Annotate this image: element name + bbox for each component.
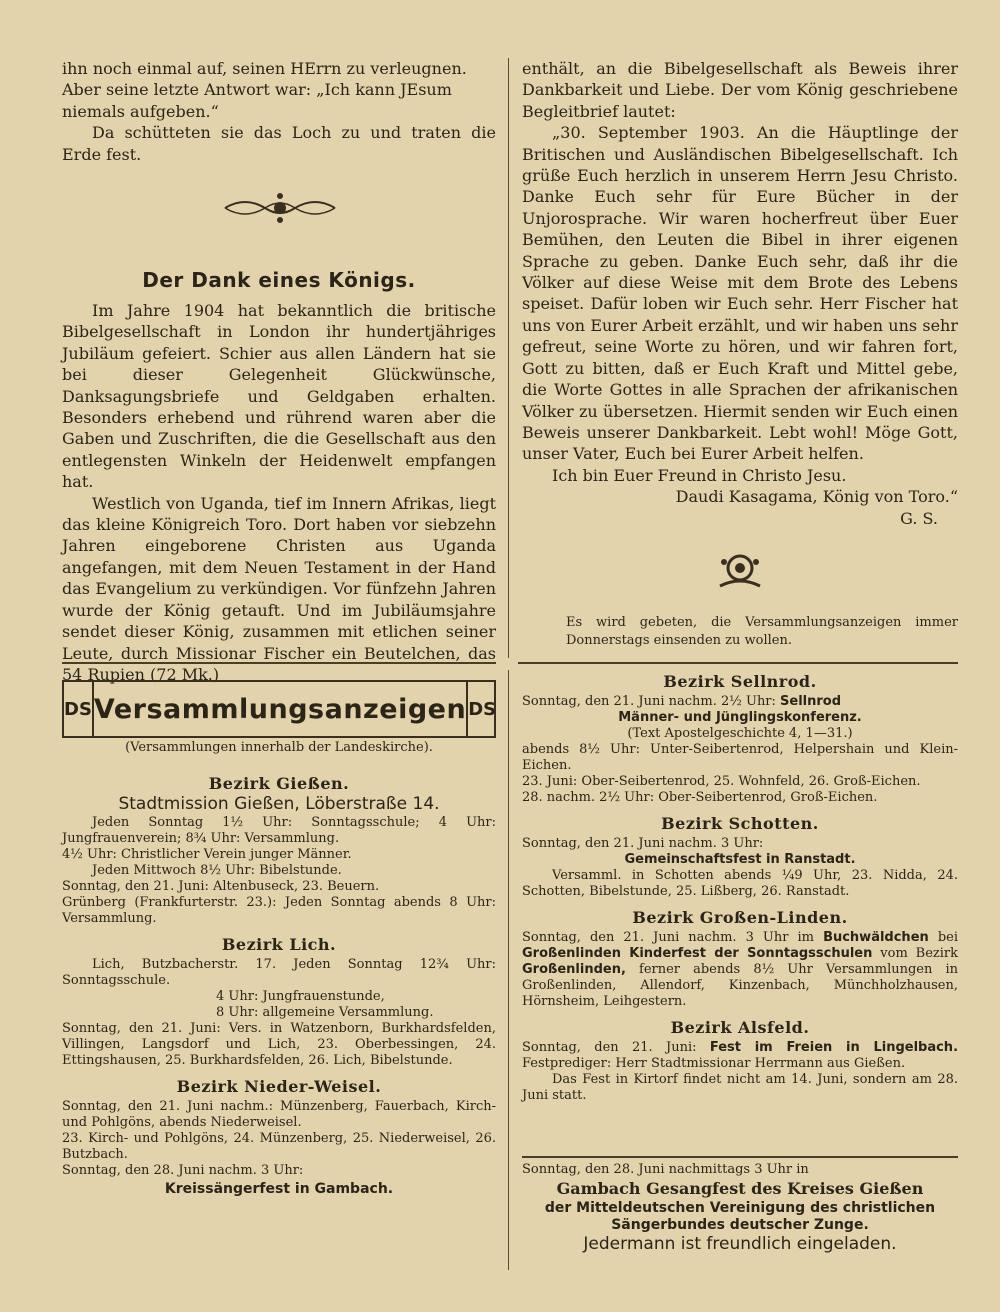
- article-body: [62, 300, 496, 685]
- gambach-ad: [522, 1162, 958, 1252]
- section-rule: [518, 662, 958, 664]
- event-title: Fest im Freien in Lingelbach.: [709, 1040, 959, 1055]
- event-title: Männer- und Jünglingskonferenz.: [618, 710, 862, 725]
- ad-line: Versamml. in Schotten abends ¼9 Uhr, 23. Nidda, 24. Schotten, Bibelstunde, 25. Lißberg, 26. Ranstadt.: [522, 868, 958, 899]
- district-heading: Bezirk Gießen.: [208, 774, 350, 793]
- district-heading: Bezirk Alsfeld.: [670, 1018, 810, 1037]
- author-initials: G. S.: [900, 508, 938, 528]
- ad-line: 23. Juni: Ober-Seibertenrod, 25. Wohnfeld, 26. Groß-Eichen.: [522, 774, 921, 789]
- right-ads-column: [522, 668, 958, 1104]
- emblem-icon: DS: [466, 682, 496, 736]
- ad-line: ferner abends 8½ Uhr Versammlungen in Großenlinden, Allendorf, Kinzenbach, Münchholzhausen, Hörnsheim, Leihgestern.: [522, 962, 958, 1009]
- district-heading: Bezirk Sellnrod.: [663, 672, 817, 691]
- ad-line: (Text Apostelgeschichte 4, 1—31.): [627, 726, 853, 741]
- district-heading: Bezirk Lich.: [221, 935, 337, 954]
- ad-line: 28. nachm. 2½ Uhr: Ober-Seibertenrod, Groß-Eichen.: [522, 790, 878, 805]
- letter-signature: Daudi Kasagama, König von Toro.“: [675, 487, 958, 507]
- event-subtitle: der Mitteldeutschen Vereinigung des christlichen Sängerbundes deutscher Zunge.: [544, 1200, 936, 1233]
- invitation-line: Jedermann ist freundlich eingeladen.: [583, 1234, 897, 1254]
- district-heading: Bezirk Großen-Linden.: [632, 908, 848, 927]
- ad-line: Sonntag, den 28. Juni nachm. 3 Uhr:: [62, 1163, 304, 1178]
- ad-line: Sonntag, den 28. Juni nachmittags 3 Uhr in: [522, 1162, 809, 1177]
- district-heading: Bezirk Schotten.: [661, 814, 819, 833]
- emblem-icon: DS: [64, 682, 94, 736]
- district-subheading: Stadtmission Gießen, Löberstraße 14.: [118, 794, 440, 814]
- ads-header-box: [62, 680, 496, 738]
- event-title: Gambach Gesangfest des Kreises Gießen: [556, 1179, 924, 1198]
- ornament-floral-icon: [700, 548, 780, 601]
- event-title: Gemeinschaftsfest in Ranstadt.: [624, 852, 856, 867]
- section-rule: [522, 1156, 958, 1158]
- text-line: Aber seine letzte Antwort war: „Ich kann JEsum: [62, 80, 452, 100]
- left-ads-column: [62, 770, 496, 1197]
- event-place: Buchwäldchen: [823, 930, 929, 945]
- article-body-continued: [522, 58, 958, 529]
- ad-line: 8 Uhr: allgemeine Versammlung.: [216, 1005, 434, 1020]
- ornament-flourish-icon: [220, 190, 340, 233]
- district-heading: Bezirk Nieder-Weisel.: [176, 1077, 382, 1096]
- ad-line: bei: [937, 930, 959, 945]
- ad-line: Sonntag, den 21. Juni nachm.: Münzenberg, Fauerbach, Kirch- und Pohlgöns, abends Niederweisel.: [62, 1099, 496, 1130]
- section-rule: [62, 662, 496, 664]
- ad-line: Sonntag, den 21. Juni:: [522, 1040, 697, 1055]
- text-paragraph: enthält, an die Bibelgesellschaft als Beweis ihrer Dankbarkeit und Liebe. Der vom König geschriebene Begleitbrief lautet:: [522, 59, 958, 121]
- event-place: Sellnrod: [780, 694, 842, 709]
- ad-line: Festprediger: Herr Stadtmissionar Herrmann aus Gießen.: [522, 1056, 906, 1071]
- ad-line: Sonntag, den 21. Juni nachm. 3 Uhr im: [522, 930, 814, 945]
- article-title: Der Dank eines Königs.: [142, 268, 416, 292]
- letter-closing: Ich bin Euer Freund in Christo Jesu.: [552, 465, 847, 485]
- column-divider: [508, 58, 509, 658]
- ad-line: vom Bezirk: [880, 946, 959, 961]
- ad-line: 23. Kirch- und Pohlgöns, 24. Münzenberg, 25. Niederweisel, 26. Butzbach.: [62, 1131, 496, 1162]
- text-paragraph: Westlich von Uganda, tief im Innern Afrikas, liegt das kleine Königreich Toro. Dort haben vor siebzehn Jahren eingeborene Christen aus Uganda angefangen, mit dem Neuen Testament in der Hand das Evangelium zu verkündigen. Vor fünfzehn Jahren wurde der König getauft. Und im Jubiläumsjahre sendet dieser König, zusammen mit etlichen seiner Leute, durch Missionar Fischer ein Beutelchen, das 54 Rupien (72 Mk.): [62, 493, 496, 684]
- ad-line: Lich, Butzbacherstr. 17. Jeden Sonntag 12¾ Uhr: Sonntagsschule.: [62, 957, 496, 988]
- ad-line: Grünberg (Frankfurterstr. 23.): Jeden Sonntag abends 8 Uhr: Versammlung.: [62, 895, 496, 926]
- ad-line: Sonntag, den 21. Juni nachm. 3 Uhr:: [522, 836, 764, 851]
- ad-line: Jeden Mittwoch 8½ Uhr: Bibelstunde.: [92, 863, 342, 878]
- column-divider: [508, 670, 509, 1270]
- letter-text: „30. September 1903. An die Häuptlinge der Britischen und Ausländischen Bibelgesellschaft. Ich grüße Euch herzlich in unserem Herrn Jesu Christo. Danke Euch sehr für Eure Bücher in der Unjorosprache. Wir waren hocherfreut über Euer Bemühen, den Leuten die Bibel in ihrer eigenen Sprache zu geben. Danke Euch sehr, daß ihr die Völker auf diese Weise mit dem Brote des Lebens speiset. Dafür loben wir Euch sehr. Herr Fischer hat uns von Eurer Arbeit erzählt, und wir haben uns sehr gefreut, seine Worte zu hören, und wir fahren fort, Gott zu bitten, daß er Euch Kraft und Mittel gebe, die Worte Gottes in alle Sprachen der afrikanischen Völker zu übersetzen. Hiermit senden wir Euch einen Beweis unserer Dankbarkeit. Lebt wohl! Möge Gott, unser Vater, Euch bei Eurer Arbeit helfen.: [522, 123, 958, 464]
- text-line: ihn noch einmal auf, seinen HErrn zu verleugnen.: [62, 59, 467, 78]
- text-line: niemals aufgeben.“: [62, 101, 219, 121]
- ad-line: abends 8½ Uhr: Unter-Seibertenrod, Helpershain und Klein-Eichen.: [522, 742, 958, 773]
- ad-line: Sonntag, den 21. Juni nachm. 2½ Uhr:: [522, 694, 776, 709]
- submission-note: Es wird gebeten, die Versammlungsanzeigen immer Donnerstags einsenden zu wollen.: [566, 615, 958, 648]
- ad-line: 4 Uhr: Jungfrauenstunde,: [216, 989, 385, 1004]
- event-place: Großenlinden,: [522, 962, 626, 977]
- text-paragraph: Im Jahre 1904 hat bekanntlich die britische Bibelgesellschaft in London ihr hundertjähriges Jubiläum gefeiert. Schier aus allen Ländern hat sie bei dieser Gelegenheit Glückwünsche, Danksagungsbriefe und Geldgaben erhalten. Besonders erhebend und rührend waren aber die Gaben und Zuschriften, die die Gesellschaft aus den entlegensten Winkeln der Heidenwelt empfangen hat.: [62, 301, 496, 492]
- ads-title: Versammlungsanzeigen: [93, 693, 467, 725]
- ad-line: Jeden Sonntag 1½ Uhr: Sonntagsschule; 4 Uhr: Jungfrauenverein; 8¾ Uhr: Versammlung.: [62, 815, 496, 846]
- event-title: Kreissängerfest in Gambach.: [164, 1181, 394, 1197]
- ads-subtitle: (Versammlungen innerhalb der Landeskirche).: [125, 740, 433, 755]
- ad-line: Sonntag, den 21. Juni: Vers. in Watzenborn, Burkhardsfelden, Villingen, Langsdorf und Lich, 23. Oberbessingen, 24. Ettingshausen, 25. Burkhardsfelden, 26. Lich, Bibelstunde.: [62, 1021, 496, 1068]
- text-paragraph: Da schütteten sie das Loch zu und traten die Erde fest.: [62, 123, 496, 164]
- ad-line: Sonntag, den 21. Juni: Altenbuseck, 23. Beuern.: [62, 879, 380, 894]
- ad-line: Das Fest in Kirtorf findet nicht am 14. Juni, sondern am 28. Juni statt.: [522, 1072, 958, 1103]
- article-continuation: [62, 58, 496, 165]
- event-title: Großenlinden Kinderfest der Sonntagsschulen: [522, 946, 873, 961]
- ad-line: 4½ Uhr: Christlicher Verein junger Männer.: [62, 847, 352, 862]
